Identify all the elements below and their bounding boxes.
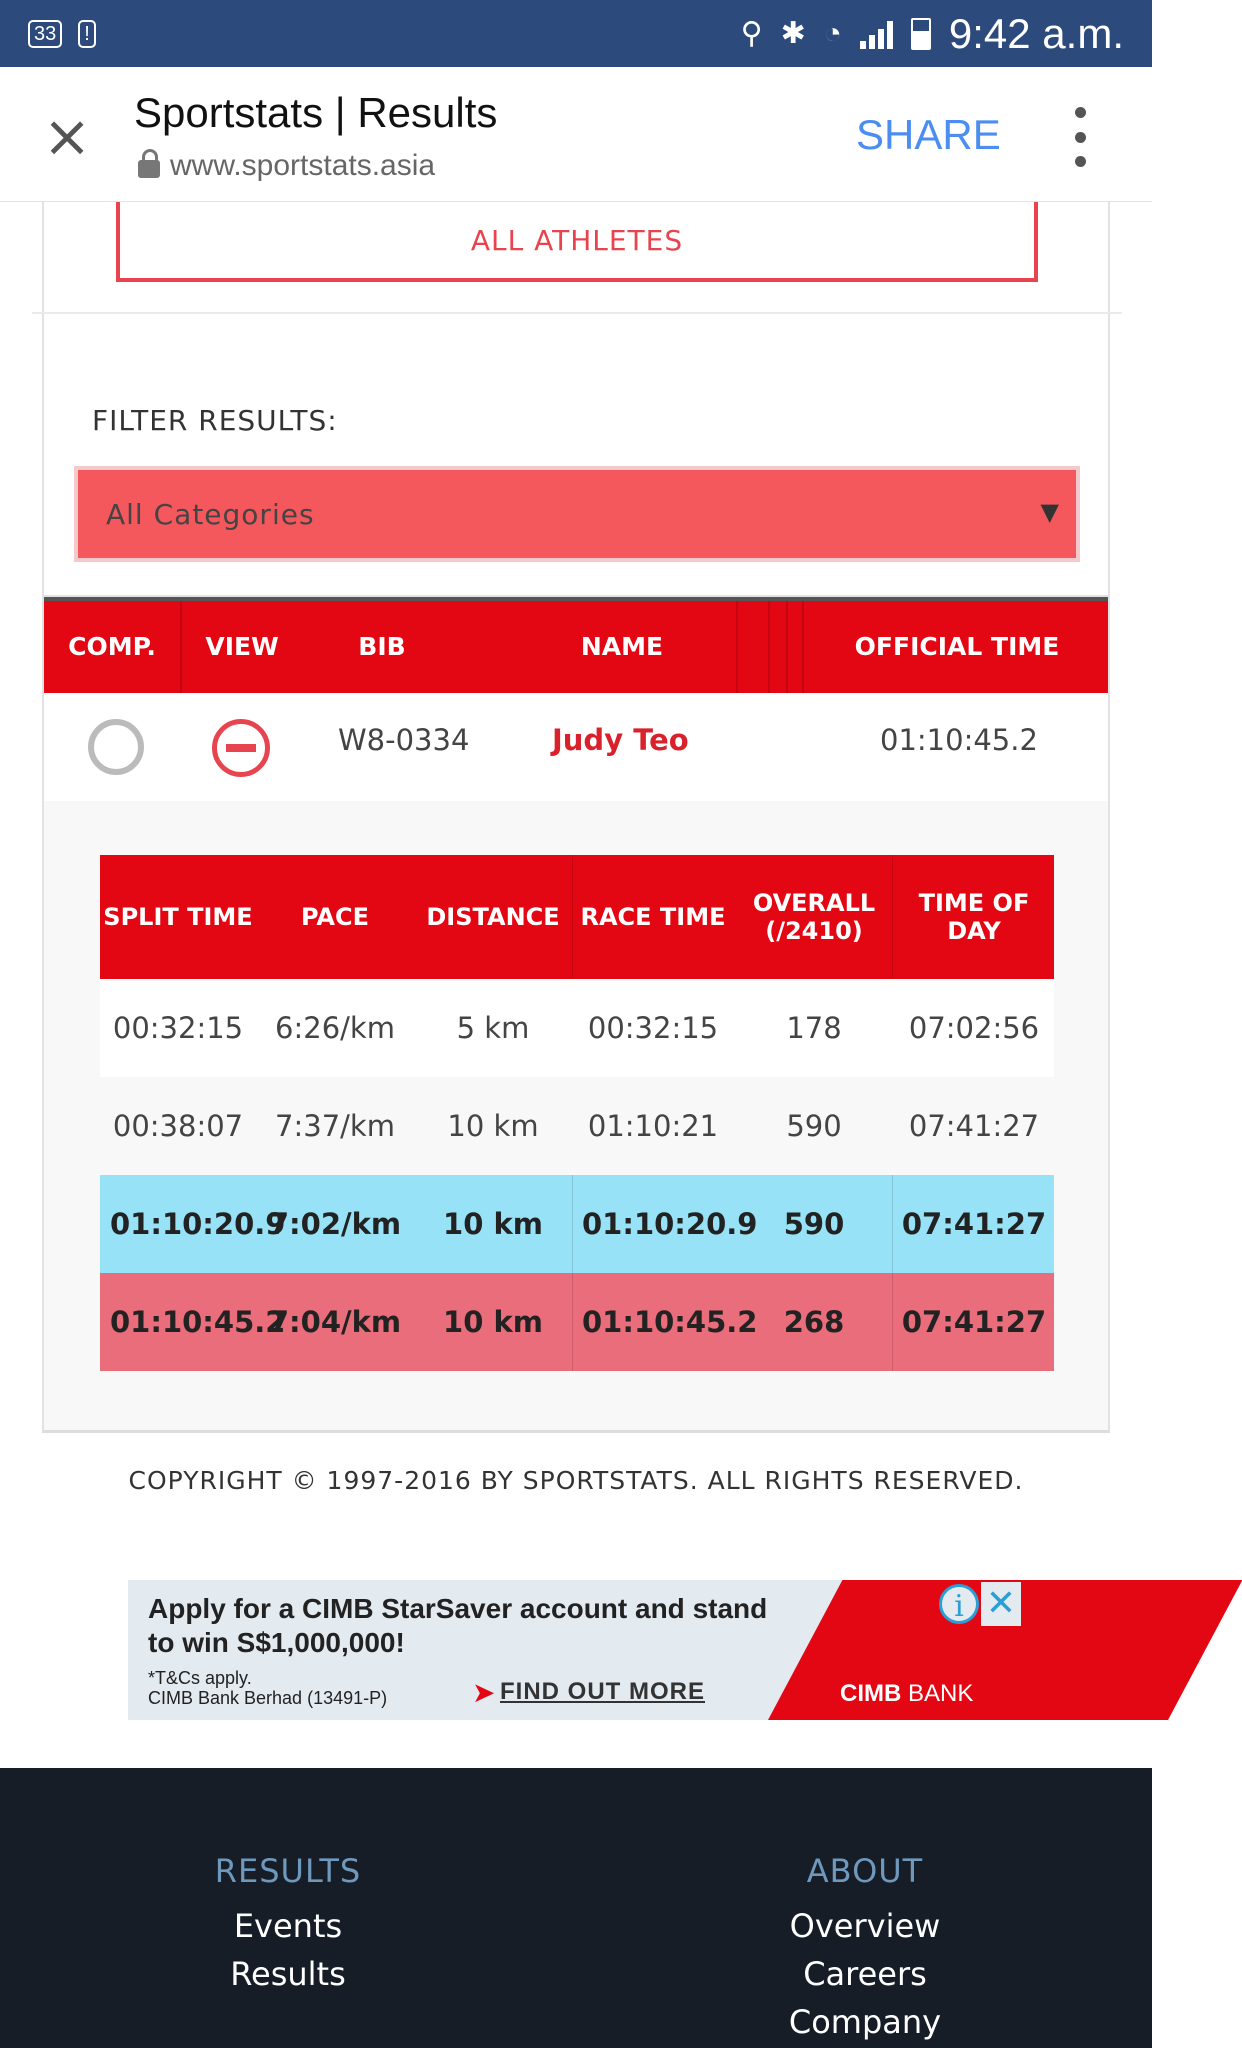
ad-banner[interactable] bbox=[128, 1580, 1025, 1720]
race-time-cell: 01:10:21 bbox=[587, 1109, 719, 1143]
bluetooth-icon: ✱ bbox=[780, 17, 806, 50]
ad-brand-light: BANK bbox=[908, 1680, 974, 1707]
athlete-name-link[interactable]: Judy Teo bbox=[552, 723, 689, 757]
ad-terms bbox=[148, 1668, 387, 1708]
column-divider bbox=[892, 1175, 893, 1273]
table-row bbox=[100, 979, 1054, 1077]
column-divider bbox=[572, 1273, 573, 1371]
url-bar[interactable] bbox=[138, 149, 435, 183]
header-name: NAME bbox=[580, 632, 664, 661]
pace-cell: 7:37/km bbox=[275, 1109, 395, 1143]
compare-radio[interactable] bbox=[88, 719, 144, 775]
pace-cell: 7:02/km bbox=[268, 1207, 402, 1241]
header-separator bbox=[736, 601, 738, 693]
location-icon: ⚲ bbox=[740, 17, 763, 50]
header-distance: DISTANCE bbox=[426, 903, 560, 931]
notification-app-icon: ! bbox=[78, 20, 96, 48]
overflow-menu-icon[interactable] bbox=[1070, 107, 1090, 167]
column-divider bbox=[572, 1175, 573, 1273]
ad-terms-line: *T&Cs apply. bbox=[148, 1668, 252, 1688]
footer-link-results[interactable]: Results bbox=[230, 1955, 346, 1993]
column-divider bbox=[892, 1273, 893, 1371]
overall-cell: 268 bbox=[783, 1305, 845, 1339]
distance-cell: 10 km bbox=[443, 1305, 543, 1339]
footer-about-heading: ABOUT bbox=[806, 1852, 924, 1890]
overall-cell: 590 bbox=[783, 1207, 845, 1241]
header-overall: OVERALL (/2410) bbox=[752, 889, 876, 945]
header-bib: BIB bbox=[358, 632, 406, 661]
wifi-icon: ◔ bbox=[823, 16, 842, 50]
ad-close-icon[interactable]: ✕ bbox=[981, 1582, 1021, 1626]
url-text: www.sportstats.asia bbox=[170, 149, 436, 182]
ad-info-icon[interactable]: i bbox=[939, 1584, 979, 1624]
overall-cell: 590 bbox=[786, 1109, 842, 1143]
site-footer bbox=[0, 1768, 1152, 2048]
footer-link-careers[interactable]: Careers bbox=[803, 1955, 927, 1993]
distance-cell: 10 km bbox=[443, 1207, 543, 1241]
table-row-highlight-finish bbox=[100, 1175, 1054, 1273]
dropdown-arrow-icon: ▼ bbox=[1040, 498, 1060, 526]
race-time-cell: 01:10:20.9 bbox=[582, 1207, 758, 1241]
header-view: VIEW bbox=[205, 632, 279, 661]
results-table-header bbox=[44, 597, 1110, 693]
footer-link-company[interactable]: Company bbox=[788, 2003, 942, 2041]
header-official-time: OFFICIAL TIME bbox=[854, 632, 1060, 661]
time-of-day-cell: 07:41:27 bbox=[901, 1207, 1047, 1241]
filter-results-label: FILTER RESULTS: bbox=[92, 404, 338, 437]
footer-results-column bbox=[88, 1852, 488, 1998]
ad-brand-logo bbox=[840, 1680, 973, 1708]
ad-headline-line-2: to win S$1,000,000! bbox=[148, 1627, 405, 1658]
split-time-cell: 01:10:20.9 bbox=[110, 1207, 286, 1241]
split-table-header bbox=[100, 855, 1054, 979]
share-button[interactable]: SHARE bbox=[856, 111, 1001, 158]
split-time-cell: 00:32:15 bbox=[112, 1011, 244, 1045]
page-content bbox=[0, 202, 1152, 1768]
divider bbox=[32, 312, 1122, 314]
category-select[interactable] bbox=[74, 466, 1080, 562]
status-system-icons bbox=[741, 10, 1124, 58]
status-bar bbox=[0, 0, 1152, 67]
lock-icon bbox=[138, 160, 160, 178]
ad-headline-line-1: Apply for a CIMB StarSaver account and stand bbox=[148, 1593, 768, 1624]
column-divider bbox=[572, 855, 573, 979]
ad-headline bbox=[148, 1592, 828, 1660]
clock: 9:42 a.m. bbox=[948, 9, 1124, 57]
all-athletes-button[interactable]: ALL ATHLETES bbox=[116, 202, 1038, 282]
time-of-day-cell: 07:02:56 bbox=[908, 1011, 1040, 1045]
notification-count-icon: 33 bbox=[28, 20, 62, 48]
signal-icon bbox=[860, 19, 893, 49]
pace-cell: 7:04/km bbox=[268, 1305, 402, 1339]
browser-toolbar bbox=[0, 67, 1152, 202]
header-comp: COMP. bbox=[68, 632, 156, 661]
category-select-value: All Categories bbox=[106, 497, 315, 531]
distance-cell: 5 km bbox=[456, 1011, 530, 1045]
split-time-cell: 01:10:45.2 bbox=[110, 1305, 286, 1339]
header-time-of-day: TIME OF DAY bbox=[918, 889, 1030, 945]
arrow-right-icon: ➤ bbox=[472, 1677, 496, 1708]
battery-icon bbox=[911, 18, 931, 50]
pace-cell: 6:26/km bbox=[275, 1011, 395, 1045]
footer-about-column bbox=[665, 1852, 1065, 2046]
split-time-cell: 00:38:07 bbox=[112, 1109, 244, 1143]
header-pace: PACE bbox=[301, 903, 369, 931]
overall-cell: 178 bbox=[786, 1011, 842, 1045]
distance-cell: 10 km bbox=[447, 1109, 539, 1143]
table-row bbox=[100, 1077, 1054, 1175]
collapse-minus-icon[interactable] bbox=[212, 719, 270, 777]
ad-bank-legal: CIMB Bank Berhad (13491-P) bbox=[148, 1688, 388, 1708]
official-time: 01:10:45.2 bbox=[880, 723, 1038, 757]
status-notifications bbox=[28, 20, 96, 48]
time-of-day-cell: 07:41:27 bbox=[908, 1109, 1040, 1143]
ad-find-out-more-link[interactable]: FIND OUT MORE bbox=[500, 1678, 705, 1705]
time-of-day-cell: 07:41:27 bbox=[901, 1305, 1047, 1339]
close-tab-button[interactable]: × bbox=[42, 102, 92, 170]
header-separator bbox=[786, 601, 788, 693]
header-race-time: RACE TIME bbox=[580, 903, 726, 931]
ad-brand-bold: CIMB bbox=[840, 1680, 902, 1707]
race-time-cell: 01:10:45.2 bbox=[582, 1305, 758, 1339]
column-divider bbox=[892, 855, 893, 979]
page-title: Sportstats | Results bbox=[134, 89, 498, 136]
split-table bbox=[100, 855, 1054, 1371]
table-row-highlight-official bbox=[100, 1273, 1054, 1371]
header-split-time: SPLIT TIME bbox=[103, 903, 253, 931]
race-time-cell: 00:32:15 bbox=[587, 1011, 719, 1045]
table-row bbox=[44, 693, 1110, 801]
copyright-text: COPYRIGHT © 1997-2016 BY SPORTSTATS. ALL RIGHTS RESERVED. bbox=[128, 1466, 1024, 1495]
footer-results-heading: RESULTS bbox=[214, 1852, 362, 1890]
footer-link-overview[interactable]: Overview bbox=[789, 1907, 941, 1945]
footer-link-events[interactable]: Events bbox=[233, 1907, 343, 1945]
header-separator bbox=[768, 601, 770, 693]
bib-number: W8-0334 bbox=[338, 723, 470, 757]
